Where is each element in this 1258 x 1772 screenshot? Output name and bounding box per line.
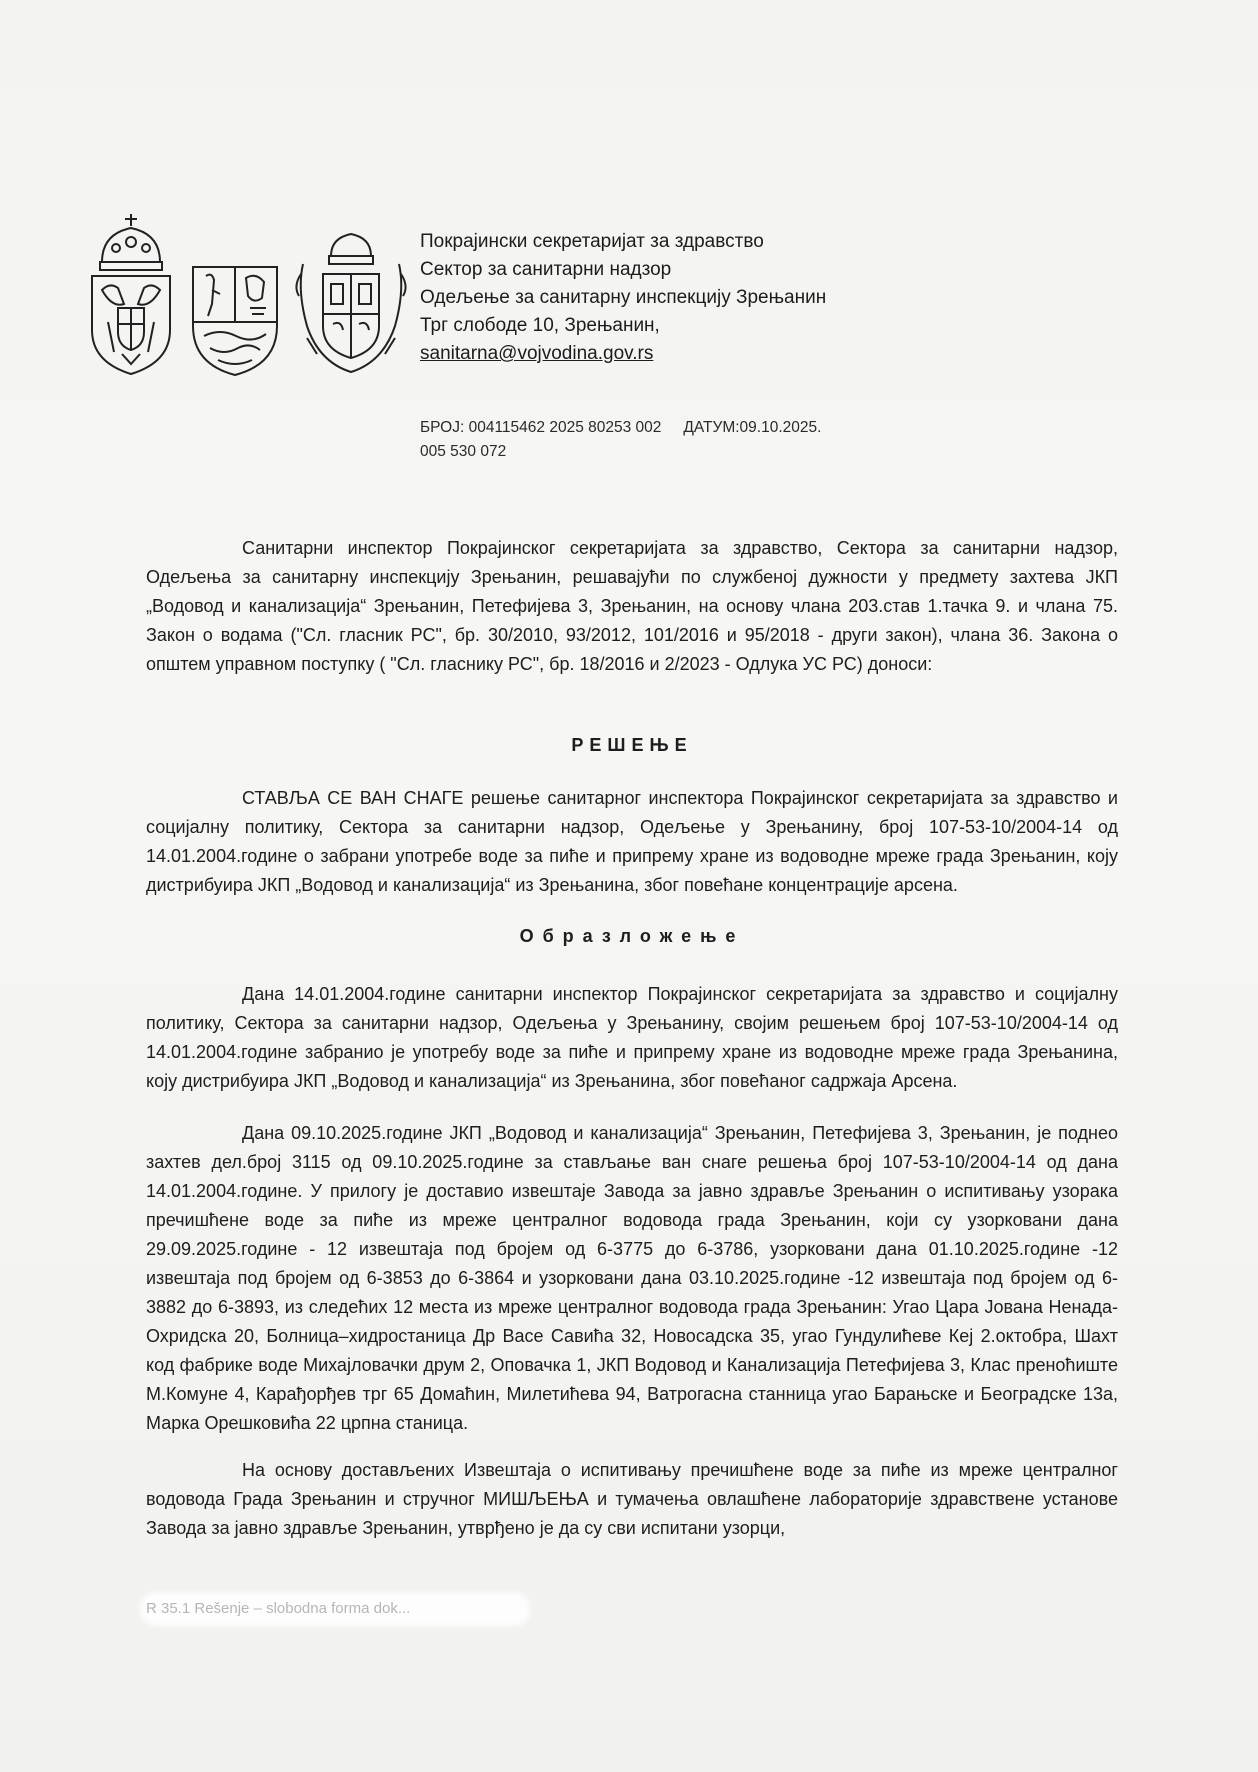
reference-date: ДАТУМ:09.10.2025. <box>683 419 822 436</box>
header-line-secretariat: Покрајински секретаријат за здравство <box>420 231 764 252</box>
zrenjanin-coat-of-arms-icon <box>293 230 409 375</box>
explanation-paragraph-2: Дана 09.10.2025.године ЈКП „Водовод и канализација“ Зрењанин, Петефијева 3, Зрењанин, је поднео захтев дел.број 3115 од 09.10.2025.године за стављање ван снаге решења број 107-53-10/2004-14 од дана 14.01.2004.године. У прилогу је доставио извештаје Завода за јавно здравље Зрењанин о испитивању узорака пречишћене воде за пиће из мреже централног водовода града Зрењанин, који су узорковани дана 29.09.2025.године - 12 извештаја под бројем од 6-3775 до 6-3786, узорковани дана 01.10.2025.године -12 извештаја под бројем од 6-3853 до 6-3864 и узорковани дана 03.10.2025.године -12 извештаја под бројем од 6-3882 до 6-3893, из следећих 12 места из мреже централног водовода града Зрењанин: Угао Цара Јована Ненада-Охридска 20, Болница–хидростаница Др Васе Савића 32, Новосадска 35, угао Гундулићеве Кеј 2.октобра, Шахт код фабрике воде Михајловачки друм 2, Оповачка 1, ЈКП Водовод и Канализација Петефијева 3, Клас преноћиште М.Комуне 4, Карађорђев трг 65 Домаћин, Милетићева 94, Ватрогасна станница угао Барањске и Београдске 13а, Марка Орешковића 22 црпна станица. <box>146 1123 1118 1433</box>
explanation-paragraph-3: На основу достављених Извештаја о испитивању пречишћене воде за пиће из мреже централног водовода Града Зрењанин и стручног МИШЉЕЊА и тумачења овлашћене лабораторије здравствене установе Завода за јавно здравље Зрењанин, утврђено је да су сви испитани узорци, <box>146 1460 1118 1538</box>
reference-number-continued: 005 530 072 <box>420 443 507 460</box>
explanation-title: Образложење <box>519 926 745 946</box>
vojvodina-coat-of-arms-icon <box>190 264 280 377</box>
header-email-link[interactable]: sanitarna@vojvodina.gov.rs <box>420 343 654 364</box>
header-line-sector: Сектор за санитарни надзор <box>420 259 672 280</box>
reference-number: БРОЈ: 004115462 2025 80253 002 <box>420 419 662 436</box>
reference-block <box>420 416 821 464</box>
decision-title: РЕШЕЊЕ <box>571 735 693 755</box>
form-footer-label: R 35.1 Rešenje – slobodna forma dok... <box>146 1600 411 1617</box>
serbia-coat-of-arms-icon <box>88 212 174 377</box>
intro-paragraph: Санитарни инспектор Покрајинског секретаријата за здравство, Сектора за санитарни надзор, Одељења за санитарну инспекцију Зрењанин, решавајући по службеној дужности у предмету захтева ЈКП „Водовод и канализација“ Зрењанин, Петефијева 3, Зрењанин, на основу члана 203.став 1.тачка 9. и члана 75. Закон о водама ("Сл. гласник РС", бр. 30/2010, 93/2012, 101/2016 и 95/2018 - други закон), члана 36. Закона о општем управном поступку ( "Сл. гласнику РС", бр. 18/2016 и 2/2023 - Одлука УС РС) доноси: <box>146 538 1118 674</box>
coat-of-arms-group <box>88 212 413 377</box>
decision-paragraph: СТАВЉА СЕ ВАН СНАГЕ решење санитарног инспектора Покрајинског секретаријата за здравство и социјалну политику, Сектора за санитарни надзор, Одељење у Зрењанину, број 107-53-10/2004-14 од 14.01.2004.године о забрани употребе воде за пиће и припрему хране из водоводне мреже града Зрењанин, коју дистрибуира ЈКП „Водовод и канализација“ из Зрењанина, због повећане концентрације арсена. <box>146 788 1118 895</box>
header-line-department: Одељење за санитарну инспекцију Зрењанин <box>420 287 827 308</box>
header-line-address: Трг слободе 10, Зрењанин, <box>420 315 660 336</box>
institution-header <box>420 228 826 368</box>
explanation-paragraph-1: Дана 14.01.2004.године санитарни инспектор Покрајинског секретаријата за здравство и социјалну политику, Сектора за санитарни надзор, Одељења у Зрењанину, својим решењем број 107-53-10/2004-14 од 14.01.2004.године забранио је употребу воде за пиће и припрему хране из водоводне мреже града Зрењанина, коју дистрибуира ЈКП „Водовод и канализација“ из Зрењанина, због повећаног садржаја Арсена. <box>146 984 1118 1091</box>
